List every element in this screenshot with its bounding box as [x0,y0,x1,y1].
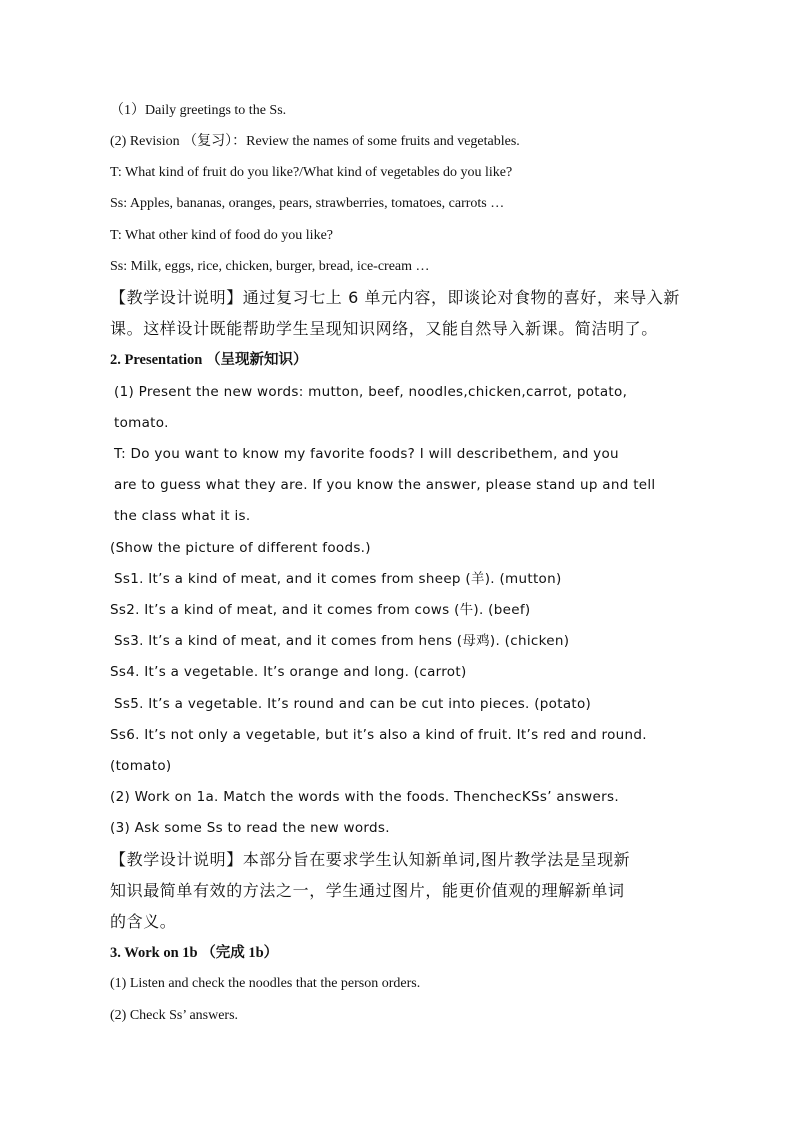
student-4-line: Ss4. It’s a vegetable. It’s orange and long. (carrot) [110,664,467,680]
revision-line: (2) Revision （复习）：Review the names of some fruits and vegetables. [110,134,520,149]
student-5-line: Ss5. It’s a vegetable. It’s round and can be cut into pieces. (potato) [114,696,592,712]
check-answers-line: (2) Check Ss’ answers. [110,1008,239,1023]
design-note-2-line-3: 的含义。 [110,912,177,931]
listen-check-line: (1) Listen and check the noodles that the person orders. [110,976,421,991]
section-work-1b-heading: 3. Work on 1b （完成 1b） [110,945,279,961]
student-6-answer: (tomato) [110,758,172,774]
design-note-2-line-1: 【教学设计说明】本部分旨在要求学生认知新单词,图片教学法是呈现新 [110,850,631,869]
students-answer-1: Ss: Apples, bananas, oranges, pears, strawberries, tomatoes, carrots … [110,196,505,211]
read-new-words-line: (3) Ask some Ss to read the new words. [110,820,390,836]
teacher-question-2: T: What other kind of food do you like? [110,228,333,243]
student-6-line: Ss6. It’s not only a vegetable, but it’s also a kind of fruit. It’s red and round. [110,727,647,743]
teacher-describe-line-3: the class what it is. [114,508,251,524]
teacher-question-1: T: What kind of fruit do you like?/What kind of vegetables do you like? [110,165,513,180]
student-1-line: Ss1. It’s a kind of meat, and it comes from sheep (羊). (mutton) [114,571,562,587]
students-answer-2: Ss: Milk, eggs, rice, chicken, burger, bread, ice-cream … [110,259,430,274]
design-note-2-line-2: 知识最简单有效的方法之一，学生通过图片，能更价值观的理解新单词 [110,881,625,900]
design-note-1-line-2: 课。这样设计既能帮助学生呈现知识网络，又能自然导入新课。简洁明了。 [110,319,658,338]
show-picture-line: (Show the picture of different foods.) [110,540,371,556]
present-new-words-line-1: (1) Present the new words: mutton, beef, noodles,chicken,carrot, potato, [114,384,628,400]
student-3-line: Ss3. It’s a kind of meat, and it comes from hens (母鸡). (chicken) [114,633,570,649]
teacher-describe-line-2: are to guess what they are. If you know the answer, please stand up and tell [114,477,656,493]
teacher-describe-line-1: T: Do you want to know my favorite foods? I will describethem, and you [114,446,619,462]
work-on-1a-line: (2) Work on 1a. Match the words with the foods. ThenchecKSs’ answers. [110,789,619,805]
present-new-words-line-2: tomato. [114,415,169,431]
student-2-line: Ss2. It’s a kind of meat, and it comes from cows (牛). (beef) [110,602,531,618]
design-note-1-line-1: 【教学设计说明】通过复习七上 6 单元内容，即谈论对食物的喜好，来导入新 [110,288,680,307]
section-presentation-heading: 2. Presentation （呈现新知识） [110,352,308,368]
greetings-line: （1）Daily greetings to the Ss. [110,103,287,118]
